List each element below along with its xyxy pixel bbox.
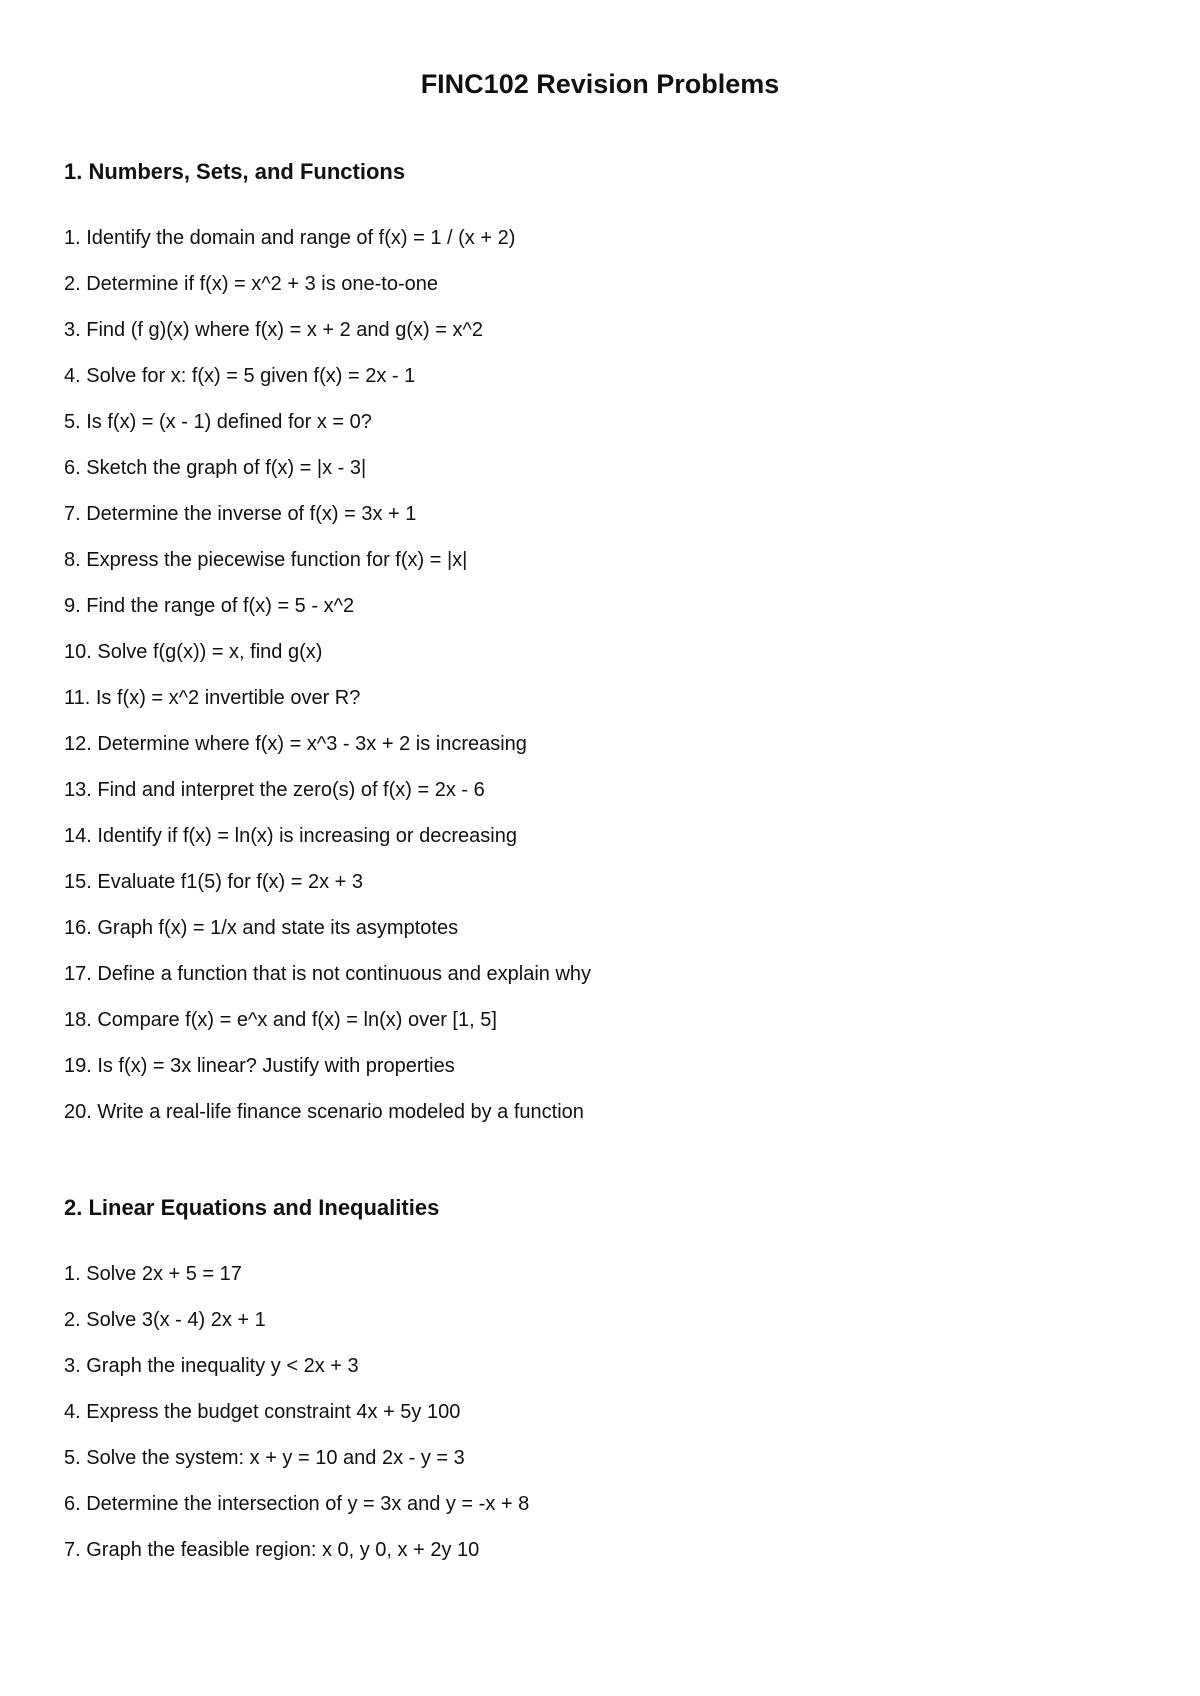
problem-item: 1. Solve 2x + 5 = 17 — [64, 1263, 242, 1285]
problem-item: 3. Graph the inequality y < 2x + 3 — [64, 1355, 359, 1377]
problem-item: 5. Solve the system: x + y = 10 and 2x - y = 3 — [64, 1447, 465, 1469]
problem-item: 1. Identify the domain and range of f(x) = 1 / (x + 2) — [64, 227, 516, 249]
problem-item: 11. Is f(x) = x^2 invertible over R? — [64, 687, 361, 709]
problem-item: 7. Graph the feasible region: x 0, y 0, x + 2y 10 — [64, 1539, 480, 1561]
problem-item: 3. Find (f g)(x) where f(x) = x + 2 and g(x) = x^2 — [64, 319, 483, 341]
problem-item: 14. Identify if f(x) = ln(x) is increasing or decreasing — [64, 825, 517, 847]
section-heading: 2. Linear Equations and Inequalities — [64, 1195, 440, 1220]
problem-item: 9. Find the range of f(x) = 5 - x^2 — [64, 595, 355, 617]
problem-item: 20. Write a real-life finance scenario modeled by a function — [64, 1101, 584, 1123]
problem-item: 12. Determine where f(x) = x^3 - 3x + 2 is increasing — [64, 733, 527, 755]
problem-item: 4. Express the budget constraint 4x + 5y 100 — [64, 1401, 461, 1423]
problem-item: 6. Determine the intersection of y = 3x and y = -x + 8 — [64, 1493, 530, 1515]
problem-item: 16. Graph f(x) = 1/x and state its asymptotes — [64, 917, 459, 939]
problem-item: 18. Compare f(x) = e^x and f(x) = ln(x) over [1, 5] — [64, 1009, 497, 1031]
problem-item: 6. Sketch the graph of f(x) = |x - 3| — [64, 457, 367, 479]
problem-item: 5. Is f(x) = (x - 1) defined for x = 0? — [64, 411, 372, 433]
problem-item: 15. Evaluate f1(5) for f(x) = 2x + 3 — [64, 871, 364, 893]
problem-list — [64, 215, 1144, 1135]
problem-item: 10. Solve f(g(x)) = x, find g(x) — [64, 641, 323, 663]
section-heading: 1. Numbers, Sets, and Functions — [64, 159, 406, 184]
section-linear-equations-inequalities — [64, 1193, 1144, 1573]
section-numbers-sets-functions — [64, 157, 1144, 1135]
problem-item: 2. Determine if f(x) = x^2 + 3 is one-to-one — [64, 273, 438, 295]
problem-item: 7. Determine the inverse of f(x) = 3x + 1 — [64, 503, 417, 525]
problem-list — [64, 1251, 1144, 1573]
problem-item: 19. Is f(x) = 3x linear? Justify with properties — [64, 1055, 455, 1077]
problem-item: 13. Find and interpret the zero(s) of f(x) = 2x - 6 — [64, 779, 485, 801]
problem-item: 2. Solve 3(x - 4) 2x + 1 — [64, 1309, 266, 1331]
problem-item: 17. Define a function that is not continuous and explain why — [64, 963, 592, 985]
problem-item: 8. Express the piecewise function for f(x) = |x| — [64, 549, 468, 571]
document-title: FINC102 Revision Problems — [420, 69, 780, 99]
problem-item: 4. Solve for x: f(x) = 5 given f(x) = 2x - 1 — [64, 365, 416, 387]
